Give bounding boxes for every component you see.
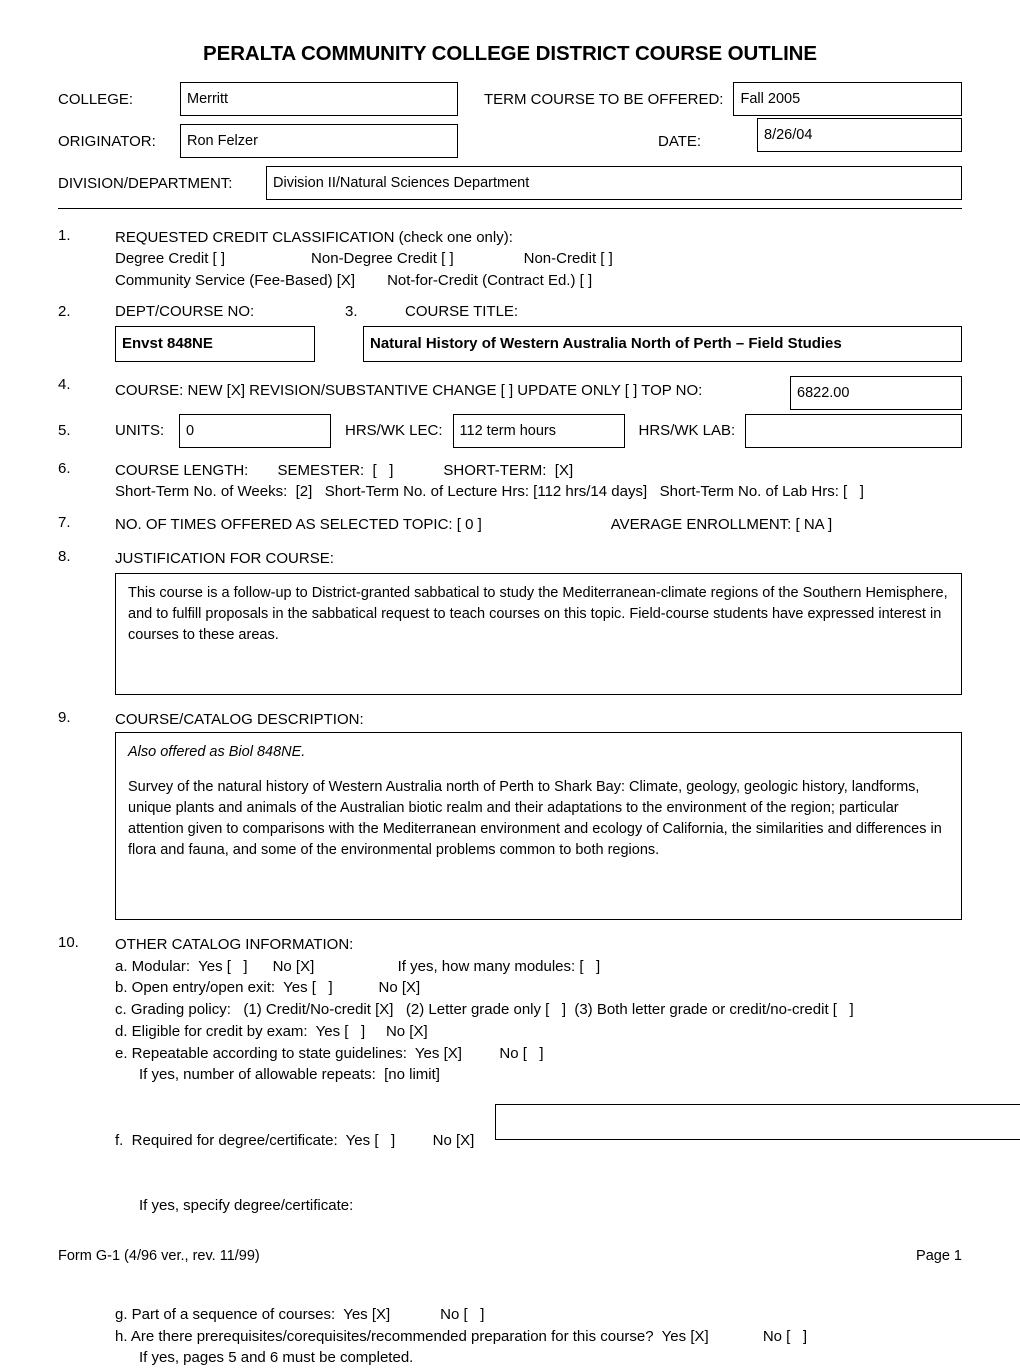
term-label: TERM COURSE TO BE OFFERED:	[484, 90, 724, 108]
option-specify-degree-label: If yes, specify degree/certificate:	[139, 1196, 354, 1214]
dept-course-no-field[interactable]: Envst 848NE	[115, 326, 315, 362]
page-title: PERALTA COMMUNITY COLLEGE DISTRICT COURSE OUTLINE	[203, 42, 817, 65]
item-2-label: DEPT/COURSE NO:	[115, 302, 255, 320]
units-label: UNITS:	[115, 422, 165, 440]
item-2-3-fields	[115, 326, 962, 362]
item-7-selected-topic	[58, 514, 962, 535]
item-4-number: 4.	[58, 375, 71, 393]
item-10-number: 10.	[58, 934, 79, 952]
item-9-number: 9.	[58, 709, 71, 727]
item-1-number: 1.	[58, 227, 71, 244]
degree-credit-option[interactable]: Degree Credit [ ]	[115, 250, 226, 268]
not-for-credit-option[interactable]: Not-for-Credit (Contract Ed.) [ ]	[387, 271, 593, 289]
hrs-wk-lab-label: HRS/WK LAB:	[638, 422, 736, 440]
hrs-wk-lec-label: HRS/WK LEC:	[345, 422, 443, 440]
header-row-division	[58, 166, 962, 200]
top-no-field[interactable]: 6822.00	[790, 376, 962, 410]
item-4-text[interactable]: COURSE: NEW [X] REVISION/SUBSTANTIVE CHANGE [ ] UPDATE ONLY [ ] TOP NO:	[115, 381, 703, 399]
average-enrollment-text: AVERAGE ENROLLMENT: [ NA ]	[610, 516, 833, 534]
item-2-3-headings	[58, 303, 962, 320]
item-5-number: 5.	[58, 422, 71, 440]
non-credit-option[interactable]: Non-Credit [ ]	[523, 250, 613, 268]
date-field[interactable]: 8/26/04	[757, 118, 962, 152]
option-repeatable[interactable]: e. Repeatable according to state guidelines: Yes [X] No [ ]	[115, 1044, 544, 1062]
item-7-number: 7.	[58, 514, 71, 532]
degree-certificate-field[interactable]	[495, 1104, 1020, 1140]
division-field[interactable]: Division II/Natural Sciences Department	[266, 166, 962, 200]
times-offered-text: NO. OF TIMES OFFERED AS SELECTED TOPIC: [ 0 ]	[115, 516, 482, 534]
option-grading-policy[interactable]: c. Grading policy: (1) Credit/No-credit [X] (2) Letter grade only [ ] (3) Both letter grade or credit/no-credit [ ]	[115, 1001, 854, 1019]
option-prerequisites-note: If yes, pages 5 and 6 must be completed.	[139, 1349, 414, 1367]
hrs-wk-lec-field[interactable]: 112 term hours	[453, 414, 625, 448]
item-6-line2[interactable]: Short-Term No. of Weeks: [2] Short-Term No. of Lecture Hrs: [112 hrs/14 days] Short-Term No. of Lab Hrs: [ ]	[115, 483, 864, 501]
option-required-for-degree[interactable]: f. Required for degree/certificate: Yes [ ] No [X]	[115, 1131, 475, 1149]
item-8-label: JUSTIFICATION FOR COURSE:	[115, 549, 334, 567]
item-10-label: OTHER CATALOG INFORMATION:	[115, 936, 354, 954]
form-id: Form G-1 (4/96 ver., rev. 11/99)	[58, 1248, 260, 1264]
header-divider	[58, 208, 962, 209]
units-field[interactable]: 0	[179, 414, 331, 448]
option-modular[interactable]: a. Modular: Yes [ ] No [X] If yes, how many modules: [ ]	[115, 957, 601, 975]
item-10-other-catalog-info	[58, 934, 962, 1369]
catalog-description-textarea[interactable]	[115, 732, 962, 920]
item-3-number: 3.	[345, 302, 358, 320]
item-3-label: COURSE TITLE:	[405, 302, 519, 320]
college-field[interactable]: Merritt	[180, 82, 458, 116]
division-label: DIVISION/DEPARTMENT:	[58, 174, 233, 192]
community-service-option[interactable]: Community Service (Fee-Based) [X]	[115, 271, 356, 289]
non-degree-credit-option[interactable]: Non-Degree Credit [ ]	[311, 250, 454, 268]
page-footer	[58, 1248, 962, 1264]
item-4-course-status	[58, 376, 962, 410]
item-6-line1[interactable]: COURSE LENGTH: SEMESTER: [ ] SHORT-TERM: [X]	[115, 461, 574, 479]
hrs-wk-lab-field[interactable]	[745, 414, 962, 448]
item-6-course-length	[58, 460, 962, 503]
option-credit-by-exam[interactable]: d. Eligible for credit by exam: Yes [ ] No [X]	[115, 1022, 428, 1040]
option-open-entry-exit[interactable]: b. Open entry/open exit: Yes [ ] No [X]	[115, 979, 421, 997]
header-row-college-term	[58, 82, 962, 116]
course-title-field[interactable]: Natural History of Western Australia North of Perth – Field Studies	[363, 326, 962, 362]
option-allowable-repeats[interactable]: If yes, number of allowable repeats: [no limit]	[139, 1066, 440, 1084]
originator-label: ORIGINATOR:	[58, 132, 156, 150]
originator-field[interactable]: Ron Felzer	[180, 124, 458, 158]
item-9-label: COURSE/CATALOG DESCRIPTION:	[115, 711, 364, 729]
option-prerequisites[interactable]: h. Are there prerequisites/corequisites/recommended preparation for this course? Yes [X] No [ ]	[115, 1327, 808, 1345]
header-row-originator-date	[58, 124, 962, 158]
page-number: Page 1	[916, 1248, 962, 1264]
item-5-units-hours	[58, 414, 962, 448]
also-offered-note: Also offered as Biol 848NE.	[128, 744, 306, 761]
justification-textarea[interactable]: This course is a follow-up to District-granted sabbatical to study the Mediterranean-climate regions of the Southern Hemisphere, and to fulfill proposals in the sabbatical request to teach courses on this topic. Field-course students have expressed interest in courses to these areas.	[115, 573, 962, 695]
item-1-credit-classification	[58, 227, 962, 291]
option-sequence[interactable]: g. Part of a sequence of courses: Yes [X] No [ ]	[115, 1305, 485, 1323]
date-label: DATE:	[658, 132, 702, 150]
item-8-justification-heading	[58, 548, 962, 569]
item-1-line1: REQUESTED CREDIT CLASSIFICATION (check one only):	[115, 229, 513, 246]
item-9-description-heading	[58, 709, 962, 730]
term-field[interactable]: Fall 2005	[733, 82, 962, 116]
item-8-number: 8.	[58, 547, 71, 565]
catalog-description-text: Survey of the natural history of Western Australia north of Perth to Shark Bay: Climate, geology, geologic history, landforms, unique plants and animals of the Australian biotic realm and their adaptations to the environment of the region; particular attention given to comparisons with the Mediterranean environment and ecology of California, the similarities and differences in flora and fauna, and some of the environmental problems common to both regions.	[128, 779, 942, 859]
item-2-number: 2.	[58, 302, 71, 320]
item-6-number: 6.	[58, 459, 71, 477]
college-label: COLLEGE:	[58, 90, 134, 108]
